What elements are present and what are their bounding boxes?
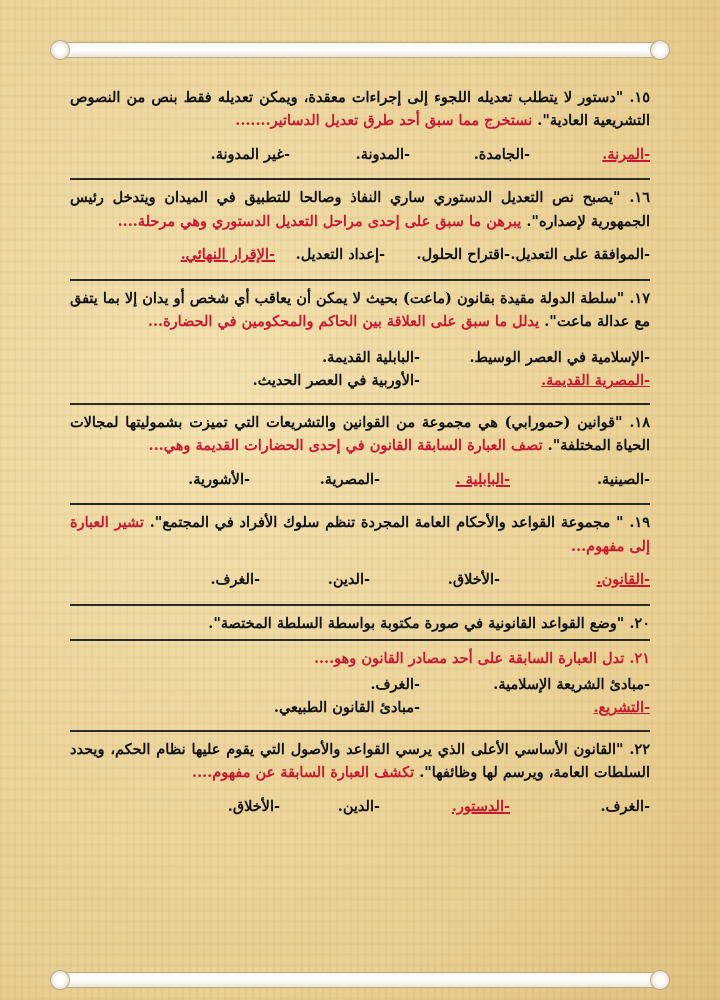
- option[interactable]: -الأخلاق.: [227, 797, 280, 815]
- option[interactable]: -الصينية.: [597, 470, 650, 488]
- option[interactable]: -الإسلامية في العصر الوسيط.: [469, 348, 650, 366]
- question-20: ٢٠. "وضع القواعد القانونية في صورة مكتوبة بواسطة السلطة المختصة".: [208, 614, 650, 632]
- scroll-end-left: [50, 40, 70, 60]
- option[interactable]: -الدين.: [337, 797, 380, 815]
- question-prompt: يدلل ما سبق على العلاقة بين الحاكم والمحكومين في الحضارة...: [147, 313, 540, 331]
- question-text: ٢٢. "القانون الأساسي الأعلى الذي يرسي القواعد والأصول التي يقوم عليها نظام الحكم، ويحدد السلطات العامة، ويرسم لها وظائفها".: [70, 740, 650, 782]
- option[interactable]: -إعداد التعديل.: [295, 246, 385, 264]
- divider: [70, 604, 650, 606]
- option-correct[interactable]: -التشريع.: [593, 699, 650, 717]
- option[interactable]: -الغرف.: [210, 571, 260, 589]
- question-16: [70, 186, 650, 233]
- bottom-scroll-border: [60, 972, 660, 988]
- question-prompt: تشير العبارة إلى مفهوم...: [70, 514, 650, 555]
- question-text: ١٧. "سلطة الدولة مقيدة بقانون (ماعت) بحيث لا يمكن أن يعاقب أي شخص أو يدان إلا بما يتفق مع عدالة ماعت".: [70, 289, 650, 331]
- options-18: [70, 468, 650, 491]
- question-text: ١٩. " مجموعة القواعد والأحكام العامة المجردة تنظم سلوك الأفراد في المجتمع".: [143, 514, 650, 532]
- option[interactable]: -الأخلاق.: [447, 571, 500, 589]
- option[interactable]: -المصرية.: [319, 470, 380, 488]
- option-correct[interactable]: -المرنة.: [602, 145, 650, 163]
- option[interactable]: -الجامدة.: [473, 145, 530, 163]
- option[interactable]: -اقتراح الحلول.: [416, 246, 510, 264]
- question-text: ١٨. "قوانين (حمورابي) هي مجموعة من القوانين والتشريعات التي تميزت بشموليتها لمجالات الحياة المختلفة".: [70, 413, 650, 455]
- option[interactable]: -الأوربية في العصر الحديث.: [252, 372, 420, 390]
- question-prompt: تكشف العبارة السابقة عن مفهوم....: [192, 764, 415, 782]
- option[interactable]: -مبادئ الشريعة الإسلامية.: [493, 675, 650, 693]
- question-prompt: نستخرج مما سبق أحد طرق تعديل الدساتير.......: [235, 112, 533, 130]
- options-15: [70, 143, 650, 166]
- option-correct[interactable]: -المصرية القديمة.: [541, 372, 650, 390]
- divider: [70, 178, 650, 180]
- options-17: [70, 346, 650, 393]
- option[interactable]: -الدين.: [327, 571, 370, 589]
- scroll-end-right: [650, 970, 670, 990]
- top-scroll-border: [60, 42, 660, 58]
- divider: [70, 279, 650, 281]
- question-text: ١٥. "دستور لا يتطلب تعديله اللجوء إلى إجراءات معقدة، ويمكن تعديله فقط بنص من النصوص التشريعية العادية".: [70, 89, 650, 130]
- option-correct[interactable]: -البابلية .: [455, 470, 510, 488]
- option-correct[interactable]: -الإقرار النهائي.: [180, 246, 275, 264]
- option[interactable]: -الغرف.: [600, 797, 650, 815]
- option[interactable]: -مبادئ القانون الطبيعي.: [273, 699, 420, 717]
- question-prompt: تصف العبارة السابقة القانون في إحدى الحضارات القديمة وهي...: [148, 437, 543, 455]
- question-22: [70, 738, 650, 785]
- question-21: ٢١. تدل العبارة السابقة على أحد مصادر القانون وهو....: [313, 650, 650, 668]
- option[interactable]: -المدونة.: [355, 145, 410, 163]
- question-prompt: يبرهن ما سبق على إحدى مراحل التعديل الدستوري وهي مرحلة....: [117, 212, 522, 230]
- option[interactable]: -الموافقة على التعديل.: [510, 246, 650, 264]
- divider: [70, 503, 650, 505]
- question-text: ١٦. "يصبح نص التعديل الدستوري ساري النفاذ وصالحا للتطبيق في الميدان ويتدخل رئيس الجمهورية لإصداره".: [70, 189, 650, 230]
- option[interactable]: -غير المدونة.: [210, 145, 290, 163]
- option-correct[interactable]: -القانون.: [596, 571, 650, 589]
- question-19: [70, 511, 650, 558]
- option[interactable]: -الغرف.: [370, 675, 420, 693]
- divider: [70, 403, 650, 405]
- option-correct[interactable]: -الدستور.: [451, 797, 510, 815]
- question-18: [70, 411, 650, 458]
- question-17: [70, 287, 650, 334]
- option[interactable]: -البابلية القديمة.: [322, 348, 420, 366]
- divider: [70, 639, 650, 641]
- options-21: [70, 673, 650, 720]
- divider: [70, 730, 650, 732]
- question-list: [70, 86, 650, 830]
- options-16: [70, 243, 650, 266]
- scroll-end-right: [650, 40, 670, 60]
- question-15: [70, 86, 650, 133]
- option[interactable]: -الأشورية.: [188, 470, 250, 488]
- scroll-end-left: [50, 970, 70, 990]
- options-22: [70, 795, 650, 818]
- options-19: [70, 568, 650, 591]
